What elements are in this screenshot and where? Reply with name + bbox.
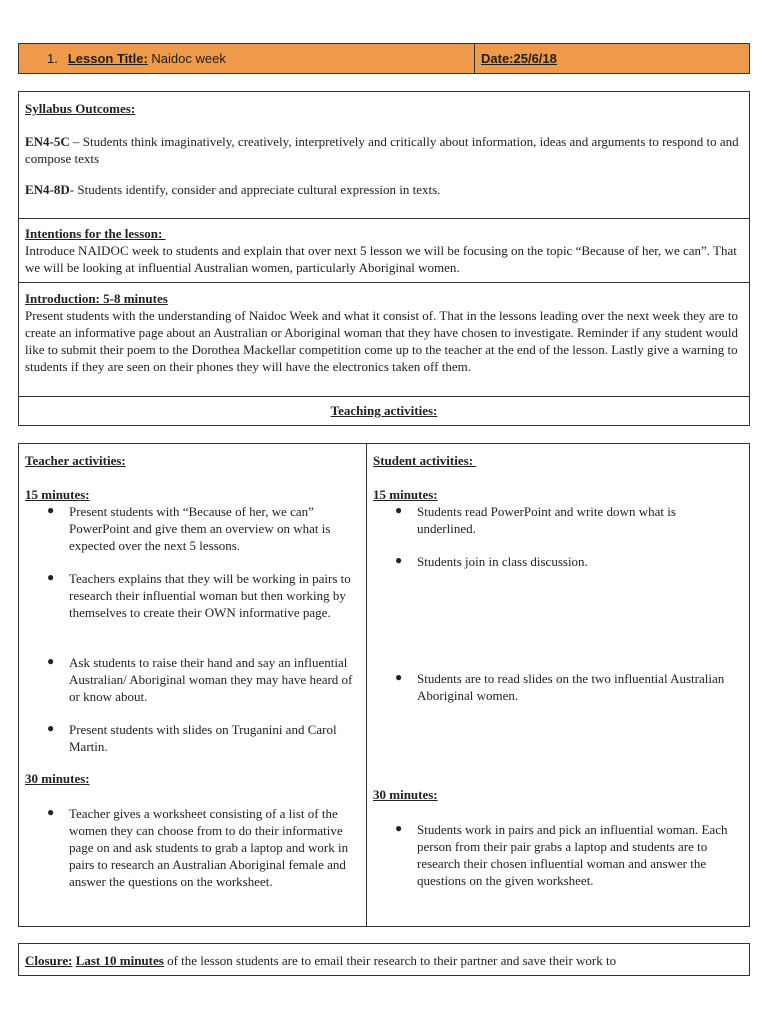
closure-label: Closure: <box>25 953 73 968</box>
student-segment-label: 30 minutes: <box>373 787 438 802</box>
introduction-heading: Introduction: 5-8 minutes <box>25 291 168 306</box>
introduction-section <box>19 282 749 396</box>
lesson-date-cell <box>475 44 749 73</box>
lesson-number: 1. <box>47 51 58 66</box>
teaching-heading-section <box>19 396 749 425</box>
teacher-segment-label: 30 minutes: <box>25 771 90 786</box>
teaching-activities-heading: Teaching activities: <box>330 403 438 418</box>
closure-text: of the lesson students are to email their research to their partner and save their work to <box>163 953 617 968</box>
syllabus-heading: Syllabus Outcomes: <box>25 101 136 116</box>
intentions-section <box>19 218 749 282</box>
student-column: Student activities: 15 minutes: ● Students read PowerPoint and write down what is underlined. ● Students join in class discussion. ● Students are to read slides on the two influential Australian Aboriginal women. 30 minutes: ● Students work in pairs and pick an influential woman. Each person from their pair grabs a laptop and students are to research their chosen influential woman and answer the questions on the given worksheet. <box>373 453 728 888</box>
student-segment-label: 15 minutes: <box>373 487 438 502</box>
outcome-en4-8d: EN4-8D- Students identify, consider and appreciate cultural expression in texts. <box>25 182 441 197</box>
lesson-plan-box <box>18 91 750 426</box>
lesson-title-cell <box>19 44 475 73</box>
lesson-date: Date:25/6/18 <box>481 51 557 66</box>
teacher-column: Teacher activities: 15 minutes: ● Present students with “Because of her, we can” PowerPoint and give them an overview on what is expected over the next 5 lessons. ● Teachers explains that they will be working in pairs to research their influential woman but then working by themselves to create their OWN informative page. ● Ask students to raise their hand and say an influential Australian/ Aboriginal woman they may have heard of or know about. ● Present students with slides on Truganini and Carol Martin. 30 minutes: ● Teacher gives a worksheet consisting of a list of the women they can choose from to do their informative page on and ask students to grab a laptop and work in pairs to research an Australian Aboriginal female and answer the questions on the worksheet. <box>25 453 353 889</box>
intentions-text: Introduce NAIDOC week to students and explain that over next 5 lesson we will be focusing on the topic “Because of her, we can”. That we will be looking at influential Australian women, particularly Aboriginal women. <box>25 243 737 275</box>
closure-time: Last 10 minutes <box>75 953 164 968</box>
teacher-segment-label: 15 minutes: <box>25 487 90 502</box>
introduction-text: Present students with the understanding of Naidoc Week and what it consist of. That in the lessons leading over the next week they are to create an informative page about an Australian or Aboriginal woman that they have chosen to investigate. Reminder if any student would like to submit their poem to the Dorothea Mackellar competition come up to the teacher at the end of the lesson. Lastly give a warning to students if they are seen on their phones they will have the electronics taken off them. <box>25 308 738 374</box>
student-heading: Student activities: <box>373 453 477 468</box>
lesson-title: Naidoc week <box>147 51 226 66</box>
intentions-heading: Intentions for the lesson: <box>25 226 166 241</box>
lesson-header <box>18 43 750 74</box>
lesson-title-label: Lesson Title: <box>67 51 148 66</box>
activities-table <box>18 443 750 927</box>
syllabus-section <box>19 92 749 218</box>
outcome-en4-5c: EN4-5C – Students think imaginatively, creatively, interpretively and critically about information, ideas and arguments to respond to and compose texts <box>25 134 739 166</box>
teacher-heading: Teacher activities: <box>25 453 126 468</box>
closure-box <box>18 943 750 976</box>
